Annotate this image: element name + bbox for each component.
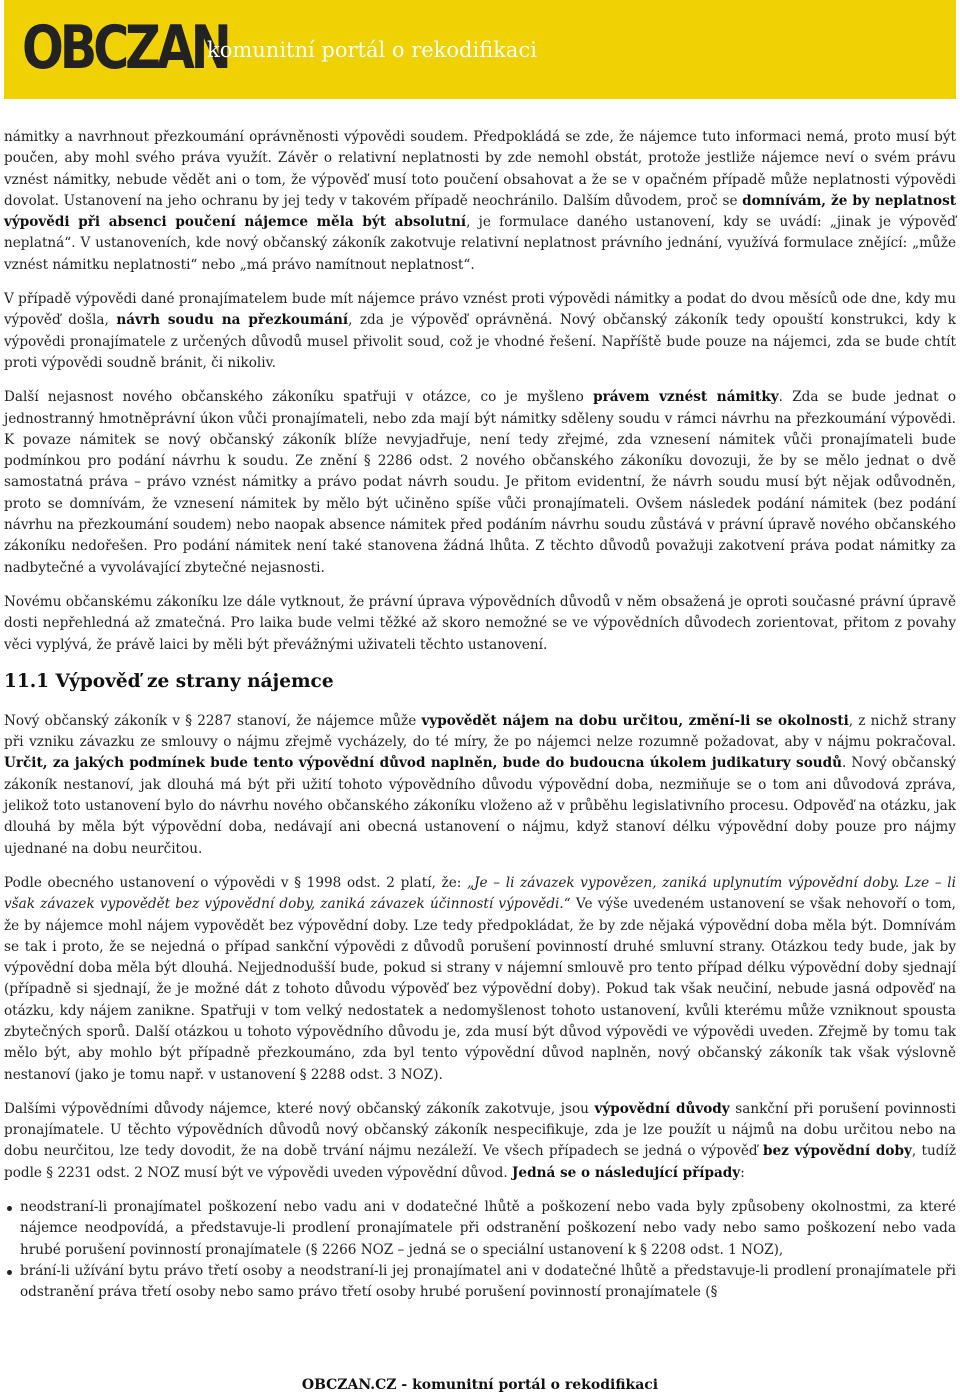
text: sankční při porušení povinnosti pronajímatele. U těchto výpovědních důvodů nový občanský zákoník nespecifikuje, zda je lze použít u nájmů na dobu určitou nebo na dobu neurčitou, lze tedy dovodit, že na době trvání nájmu nezáleží. Ve všech případech se jedná o výpověď [4,1100,956,1160]
paragraph [4,1099,956,1184]
text: Ve výše uvedeném ustanovení se však nehovoří o tom, že by nájemce mohl nájem vypovědět bez výpovědní doby. Lze tedy předpokládat, že by zde nějaká výpovědní doba měla být. Domnívám se tak i proto, že se nejedná o případ sankční výpovědi z důvodů porušení povinností druhé smluvní strany. Otázkou tedy bude, jak by výpovědní doba měla být dlouhá. Nejjednodušší bude, pokud si strany v nájemní smlouvě pro tento případ délku výpovědní doby sjednají (případně si sjednají, že je možné dát z tohoto důvodu výpověď bez výpovědní doby). Pokud tak však neučiní, nebude jasná odpověď na otázku, kdy nájem zanikne. Spatřuji v tom velký nedostatek a nedomyšlenost tohoto ustanovení, kvůli kterému může vzniknout spousta zbytečných sporů. Další otázkou u tohoto výpovědního důvodu je, zda musí být důvod výpovědi ve výpovědi uveden. Zřejmě by tomu tak mělo být, aby mohlo být případně přezkoumáno, zda byl tento výpovědní důvod naplněn, nový občanský zákoník tak však výslovně nestanoví (jako je tomu např. v ustanovení § 2288 odst. 3 NOZ). [4,896,956,1083]
paragraph [4,711,956,860]
site-tagline: komunitní portál o rekodifikaci [207,38,537,62]
article-body [4,127,956,1304]
paragraph [4,289,956,374]
text: Dalšími výpovědními důvody nájemce, které nový občanský zákoník zakotvuje, jsou [4,1100,595,1117]
text: , z nichž strany při vzniku závazku ze smlouvy o nájmu zřejmě vycházely, do té míry, že po nájemci nelze rozumně požadovat, aby v nájmu pokračoval. [4,712,956,751]
text: , je formulace daného ustanovení, kdy se uvádí: „jinak je výpověď neplatná“. V ustanoveních, kde nový občanský zákoník zakotvuje relativní neplatnost právního jednání, využívá formulace znějící: „může vznést námitku neplatnosti“ nebo „má právo namítnout neplatnost“. [4,214,956,273]
text: , tudíž podle § 2231 odst. 2 NOZ musí být ve výpovědi uveden výpovědní důvod. [4,1143,956,1181]
text: Nový občanský zákoník v § 2287 stanoví, že nájemce může [4,712,422,729]
text: , zda je výpověď oprávněná. Nový občanský zákoník tedy opouští konstrukci, kdy k výpovědi pronajímatele z určených důvodů musel přivolit soud, což je vhodné řešení. Napříště bude pouze na nájemci, zda se bude chtít proti výpovědi soudně bránit, či nikoliv. [4,312,956,371]
section-heading: 11.1 Výpověď ze strany nájemce [4,670,334,692]
bold-text: domnívám, že by neplatnost výpovědi při absenci poučení nájemce měla být absolutní [4,192,956,231]
paragraph [4,127,956,276]
bold-text: výpovědní důvody [594,1100,730,1117]
bullet-list [4,1197,956,1303]
bold-text: vypovědět nájem na dobu určitou, změní-li se okolnosti [421,712,849,729]
text: Další nejasnost nového občanského zákoníku spatřuji v otázce, co je myšleno [4,389,594,406]
bold-text: návrh soudu na přezkoumání [116,312,349,329]
list-item: neodstraní-li pronajímatel poškození nebo vadu ani v dodatečné lhůtě a poškození nebo vada byly způsobeny okolnostmi, za které nájemce neodpovídá, a představuje-li prodlení pronajímatele při odstranění poškození nebo vady nebo samo poškození nebo vada hrubé porušení povinností pronajímatele (§ 2266 NOZ – jedná se o speciální ustanovení k § 2208 odst. 1 NOZ), [20,1197,956,1261]
site-header [4,0,956,99]
text: V případě výpovědi dané pronajímatelem bude mít nájemce právo vznést proti výpovědi námitky a podat do dvou měsíců ode dne, kdy mu výpověď došla, [4,291,956,329]
paragraph [4,873,956,1086]
text: . Nový občanský zákoník nestanoví, jak dlouhá má být při užití tohoto výpovědního důvodu výpovědní doba, nezmiňuje se o tom ani důvodová zpráva, jelikož toto ustanovení bylo do návrhu nového občanského zákoníku vloženo až v průběhu legislativního procesu. Odpověď na otázku, jak dlouhá by měla být výpovědní doba, nedávají ani obecná ustanovení o nájmu, když stanoví délku výpovědní doby pouze pro nájmy ujednané na dobu neurčitou. [4,755,956,857]
text: námitky a navrhnout přezkoumání oprávněnosti výpovědi soudem. Předpokládá se zde, že nájemce tuto informaci nemá, proto musí být poučen, aby mohl svého práva využít. Závěr o relativní neplatnosti by zde nemohl obstát, protože jestliže nájemce neví o svém právu vznést námitky, nebude vědět ani o tom, že výpověď musí toto poučení obsahovat a že se v opačném případě může neplatnosti výpovědi dovolat. Ustanovení na jeho ochranu by jej tedy v takovém případě neochránilo. Dalším důvodem, proč se [4,129,956,209]
bold-text: bez výpovědní doby [763,1143,912,1160]
paragraph: Novému občanskému zákoníku lze dále vytknout, že právní úprava výpovědních důvodů v něm obsažená je oproti současné právní úpravě dosti nepřehledná až zmatečná. Pro laika bude velmi těžké až skoro nemožné se ve výpovědních důvodech zorientovat, přitom z povahy věci vyplývá, že právě laici by měli být převážnými uživateli těchto ustanovení. [4,593,956,653]
italic-quote: „Je – li závazek vypovězen, zaniká uplynutím výpovědní doby. Lze – li však závazek vypovědět bez výpovědní doby, zaniká závazek účinností výpovědi.“ [4,874,957,913]
paragraph [4,387,956,579]
bold-text: právem vznést námitky [593,389,779,406]
text: . Zda se bude jednat o jednostranný hmotněprávní úkon vůči pronajímateli, nebo zda mají být námitky sděleny soudu v rámci návrhu na přezkoumání výpovědi. K povaze námitek se nový občanský zákoník blíže nevyjadřuje, není tedy zřejmé, zda vznesení námitek vůči pronajímateli bude podmínkou pro podání návrhu k soudu. Ze znění § 2286 odst. 2 nového občanského zákoníku dovozuji, že by se mělo jednat o dvě samostatná práva – právo vznést námitky a právo podat návrh soudu. Je přitom evidentní, že návrh soudu musí být nějak odůvodněn, proto se domnívám, že vznesení námitek by mělo být učiněno spíše vůči pronajímateli. Ovšem následek podání námitek (bez podání návrhu na přezkoumání soudem) nebo naopak absence námitek před podáním návrhu soudu zůstává v právní úpravě nového občanského zákoníku nedořešen. Pro podání námitek není také stanovena žádná lhůta. Z těchto důvodů považuji zakotvení práva podat námitky za nadbytečné a vyvolávající zbytečné nejasnosti. [4,389,957,576]
page-footer: OBCZAN.CZ - komunitní portál o rekodifikaci [301,1377,659,1393]
bold-text: Jedná se o následující případy [511,1164,741,1181]
site-logo[interactable]: OBCZAN [22,13,228,83]
list-item: brání-li užívání bytu právo třetí osoby a neodstraní-li jej pronajímatel ani v dodatečné lhůtě a představuje-li prodlení pronajímatele při odstranění práva třetí osoby nebo samo právo třetí osoby hrubé porušení povinností pronajímatele (§ [20,1261,956,1304]
text: Podle obecného ustanovení o výpovědi v § 1998 odst. 2 platí, že: [4,874,468,891]
bold-text: Určit, za jakých podmínek bude tento výpovědní důvod naplněn, bude do budoucna úkolem judikatury soudů [4,755,843,772]
text: : [740,1164,745,1181]
